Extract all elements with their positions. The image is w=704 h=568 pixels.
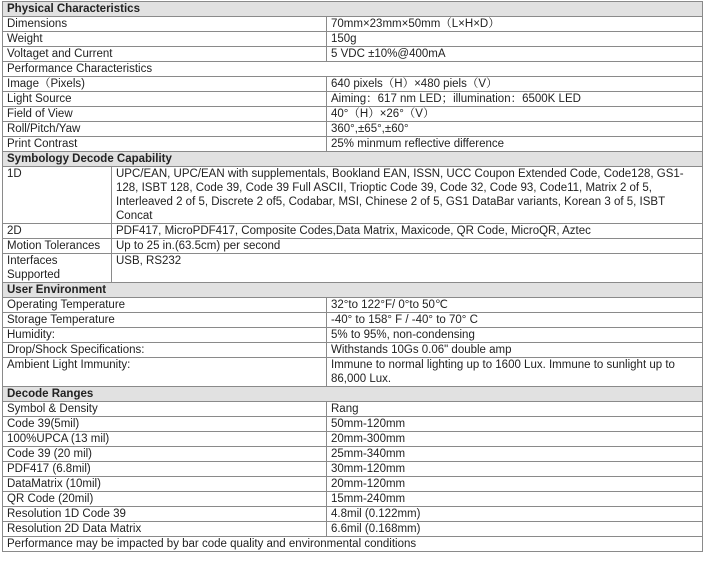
decode-value: 50mm-120mm (327, 417, 703, 432)
decode-label: Code 39 (20 mil) (3, 447, 327, 462)
column-header: Symbol & Density (3, 402, 327, 417)
spec-label: Operating Temperature (3, 298, 327, 313)
decode-value: 20mm-300mm (327, 432, 703, 447)
section-performance (3, 62, 703, 77)
section-title: User Environment (3, 283, 703, 298)
decode-label: PDF417 (6.8mil) (3, 462, 327, 477)
spec-value: -40° to 158° F / -40° to 70° C (327, 313, 703, 328)
decode-header-row (3, 402, 703, 417)
spec-value: 360°,±65°,±60° (327, 122, 703, 137)
spec-label: Drop/Shock Specifications: (3, 343, 327, 358)
footnote: Performance may be impacted by bar code quality and environmental conditions (3, 537, 703, 552)
spec-table (2, 1, 703, 552)
spec-label: 2D (3, 224, 112, 239)
decode-value: 6.6mil (0.168mm) (327, 522, 703, 537)
spec-row (3, 47, 703, 62)
spec-row (3, 328, 703, 343)
decode-value: 15mm-240mm (327, 492, 703, 507)
spec-label: Light Source (3, 92, 327, 107)
spec-row (3, 17, 703, 32)
spec-value: USB, RS232 (112, 254, 703, 283)
decode-row (3, 432, 703, 447)
decode-row (3, 447, 703, 462)
decode-value: 30mm-120mm (327, 462, 703, 477)
section-title: Performance Characteristics (3, 62, 703, 77)
section-decode (3, 387, 703, 402)
decode-row (3, 492, 703, 507)
spec-label: Dimensions (3, 17, 327, 32)
spec-value: UPC/EAN, UPC/EAN with supplementals, Bookland EAN, ISSN, UCC Coupon Extended Code, Code128, GS1-128, ISBT 128, Code 39, Code 39 Full ASCII, Trioptic Code 39, Code 32, Code 93, Code11, Matrix 2 of 5, Interleaved 2 of 5, Discrete 2 of5, Codabar, MSI, Chinese 2 of 5, GS1 DataBar variants, Korean 3 of 5, ISBT Concat (112, 167, 703, 224)
spec-row (3, 239, 703, 254)
spec-value: Withstands 10Gs 0.06" double amp (327, 343, 703, 358)
section-physical (3, 2, 703, 17)
spec-label: Field of View (3, 107, 327, 122)
decode-row (3, 477, 703, 492)
spec-value: 70mm×23mm×50mm（L×H×D） (327, 17, 703, 32)
decode-label: Resolution 2D Data Matrix (3, 522, 327, 537)
spec-value: 25% minmum reflective difference (327, 137, 703, 152)
decode-row (3, 462, 703, 477)
decode-label: 100%UPCA (13 mil) (3, 432, 327, 447)
footnote-row (3, 537, 703, 552)
spec-row (3, 77, 703, 92)
spec-row (3, 32, 703, 47)
spec-label: Roll/Pitch/Yaw (3, 122, 327, 137)
spec-value: Immune to normal lighting up to 1600 Lux. Immune to sunlight up to 86,000 Lux. (327, 358, 703, 387)
spec-row (3, 254, 703, 283)
section-title: Symbology Decode Capability (3, 152, 703, 167)
spec-value: Aiming：617 nm LED；illumination：6500K LED (327, 92, 703, 107)
section-title: Decode Ranges (3, 387, 703, 402)
spec-value: 640 pixels（H）×480 piels（V） (327, 77, 703, 92)
spec-row (3, 343, 703, 358)
spec-label: Print Contrast (3, 137, 327, 152)
spec-row (3, 92, 703, 107)
decode-value: 4.8mil (0.122mm) (327, 507, 703, 522)
spec-value: 32°to 122°F/ 0°to 50℃ (327, 298, 703, 313)
spec-value: 5 VDC ±10%@400mA (327, 47, 703, 62)
spec-label: Interfaces Supported (3, 254, 112, 283)
decode-label: DataMatrix (10mil) (3, 477, 327, 492)
decode-row (3, 522, 703, 537)
section-environment (3, 283, 703, 298)
section-title: Physical Characteristics (3, 2, 703, 17)
decode-label: QR Code (20mil) (3, 492, 327, 507)
spec-label: Image（Pixels) (3, 77, 327, 92)
column-header: Rang (327, 402, 703, 417)
spec-value: Up to 25 in.(63.5cm) per second (112, 239, 703, 254)
section-symbology (3, 152, 703, 167)
spec-row (3, 224, 703, 239)
spec-label: Motion Tolerances (3, 239, 112, 254)
spec-label: Voltaget and Current (3, 47, 327, 62)
spec-label: Humidity: (3, 328, 327, 343)
spec-row (3, 298, 703, 313)
decode-label: Resolution 1D Code 39 (3, 507, 327, 522)
spec-row (3, 122, 703, 137)
spec-value: 150g (327, 32, 703, 47)
spec-row (3, 137, 703, 152)
spec-value: 40°（H）×26°（V） (327, 107, 703, 122)
spec-label: Weight (3, 32, 327, 47)
spec-row (3, 358, 703, 387)
spec-label: Ambient Light Immunity: (3, 358, 327, 387)
spec-row (3, 107, 703, 122)
decode-value: 20mm-120mm (327, 477, 703, 492)
spec-value: 5% to 95%, non-condensing (327, 328, 703, 343)
decode-row (3, 507, 703, 522)
spec-label: 1D (3, 167, 112, 224)
decode-label: Code 39(5mil) (3, 417, 327, 432)
spec-value: PDF417, MicroPDF417, Composite Codes,Data Matrix, Maxicode, QR Code, MicroQR, Aztec (112, 224, 703, 239)
decode-value: 25mm-340mm (327, 447, 703, 462)
spec-row (3, 313, 703, 328)
decode-row (3, 417, 703, 432)
spec-label: Storage Temperature (3, 313, 327, 328)
spec-row (3, 167, 703, 224)
